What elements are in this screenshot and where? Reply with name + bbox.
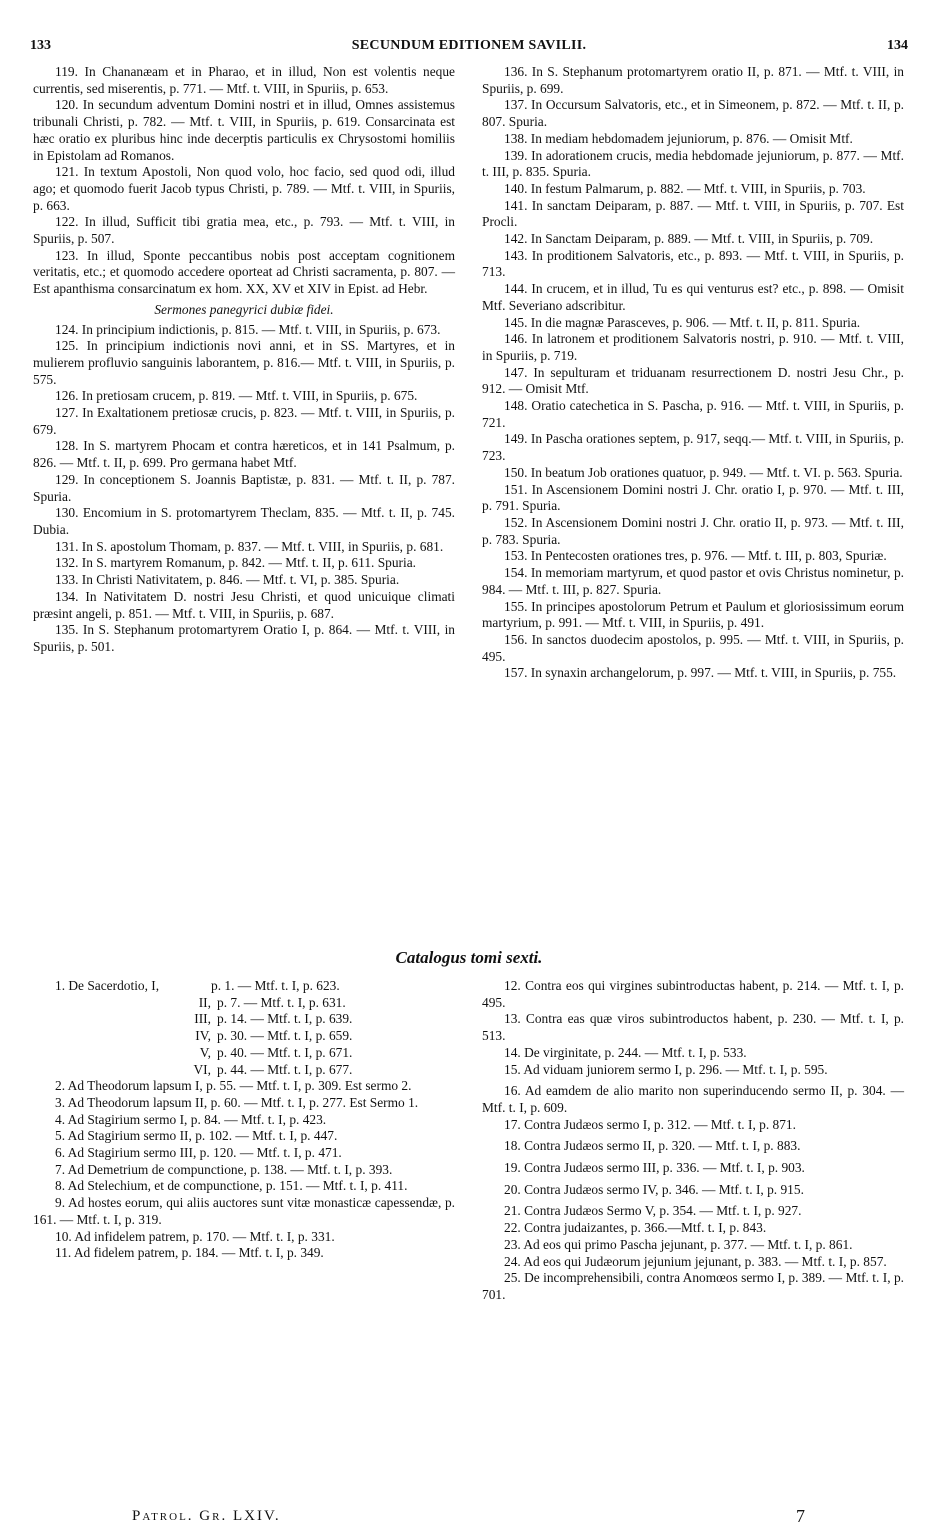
catalog-entry: 6. Ad Stagirium sermo III, p. 120. — Mtf. t. I, p. 471.: [55, 1145, 342, 1161]
catalog-entry: 132. In S. martyrem Romanum, p. 842. — Mtf. t. II, p. 611. Spuria.: [55, 555, 417, 571]
catalog-entry: 11. Ad fidelem patrem, p. 184. — Mtf. t. I, p. 349.: [55, 1245, 324, 1261]
catalog-entry: 20. Contra Judæos sermo IV, p. 346. — Mtf. t. I, p. 915.: [504, 1181, 804, 1197]
catalog-entry: 4. Ad Stagirium sermo I, p. 84. — Mtf. t. I, p. 423.: [55, 1111, 327, 1127]
catalog-entry: 145. In die magnæ Parasceves, p. 906. — Mtf. t. II, p. 811. Spuria.: [504, 314, 861, 330]
catalog-entry: 129. In conceptionem S. Joannis Baptistæ, p. 831. — Mtf. t. II, p. 787. Spuria.: [33, 471, 455, 504]
footer-signature-number: 7: [796, 1506, 805, 1526]
column-2: [482, 64, 904, 682]
catalog-entry: 154. In memoriam martyrum, et quod pastor et ovis Christus nominetur, p. 984. — Mtf. t. III, p. 827. Spuria.: [482, 565, 904, 597]
sacerdotio-row: [33, 995, 455, 1012]
catalog-entry: 136. In S. Stephanum protomartyrem oratio II, p. 871. — Mtf. t. VIII, in Spuriis, p. 699.: [482, 64, 904, 96]
catalog-entry: 25. De incomprehensibili, contra Anomœos sermo I, p. 389. — Mtf. t. I, p. 701.: [482, 1270, 904, 1302]
catalog-entry: 23. Ad eos qui primo Pascha jejunant, p. 377. — Mtf. t. I, p. 861.: [504, 1236, 853, 1252]
catalog-entry: 156. In sanctos duodecim apostolos, p. 995. — Mtf. t. VIII, in Spuriis, p. 495.: [482, 631, 904, 664]
catalog-entry: 13. Contra eas quæ viros subintroductos habent, p. 230. — Mtf. t. I, p. 513.: [482, 1011, 904, 1044]
catalog-entry: 12. Contra eos qui virgines subintroductas habent, p. 214. — Mtf. t. I, p. 495.: [482, 978, 904, 1010]
catalog-entry: 152. In Ascensionem Domini nostri J. Chr. oratio II, p. 973. — Mtf. t. III, p. 783. Spuria.: [482, 514, 904, 547]
sacerdotio-value: p. 7. — Mtf. t. I, p. 631.: [217, 994, 346, 1010]
catalog-entry: 128. In S. martyrem Phocam et contra hæreticos, et in 141 Psalmum, p. 826. — Mtf. t. II, p. 699. Pro germana habet Mtf.: [33, 438, 455, 471]
catalog-entry: 143. In proditionem Salvatoris, etc., p. 893. — Mtf. t. VIII, in Spuriis, p. 713.: [482, 247, 904, 280]
catalog-entry: 9. Ad hostes eorum, qui aliis auctores sunt vitæ monasticæ capessendæ, p. 161. — Mtf. t. I, p. 319.: [33, 1195, 455, 1227]
catalog-entry: 14. De virginitate, p. 244. — Mtf. t. I, p. 533.: [504, 1044, 747, 1060]
catalog-entry: 153. In Pentecosten orationes tres, p. 976. — Mtf. t. III, p. 803, Spuriæ.: [504, 548, 887, 564]
sacerdotio-row: [33, 1062, 455, 1079]
catalog-entry: 157. In synaxin archangelorum, p. 997. — Mtf. t. VIII, in Spuriis, p. 755.: [504, 665, 897, 681]
footer-series-label: Patrol. Gr. LXIV.: [132, 1508, 281, 1524]
catalog-entry: 127. In Exaltationem pretiosæ crucis, p. 823. — Mtf. t. VIII, in Spuriis, p. 679.: [33, 405, 455, 437]
catalog-entry: 134. In Nativitatem D. nostri Jesu Christi, et quod unicuique climati præsint angeli, p. 851. — Mtf. t. VIII, in Spuriis, p. 687.: [33, 588, 455, 621]
catalog-entry: 8. Ad Stelechium, et de compunctione, p. 151. — Mtf. t. I, p. 411.: [55, 1178, 408, 1194]
catalog-entry: 139. In adorationem crucis, media hebdomade jejuniorum, p. 877. — Mtf. t. III, p. 835. Spuria.: [482, 147, 904, 180]
sacerdotio-value: p. 14. — Mtf. t. I, p. 639.: [217, 1011, 353, 1027]
catalog-entry: 155. In principes apostolorum Petrum et Paulum et gloriosissimum eorum martyrium, p. 991. — Mtf. t. VIII, in Spuriis, p. 491.: [482, 598, 904, 631]
catalog-entry: 15. Ad viduam juniorem sermo I, p. 296. — Mtf. t. I, p. 595.: [504, 1061, 828, 1077]
catalog-entry: 149. In Pascha orationes septem, p. 917, seqq.— Mtf. t. VIII, in Spuriis, p. 723.: [482, 431, 904, 464]
sacerdotio-row: [33, 978, 455, 995]
sacerdotio-value: p. 30. — Mtf. t. I, p. 659.: [217, 1028, 353, 1044]
catalog-entry: 2. Ad Theodorum lapsum I, p. 55. — Mtf. t. I, p. 309. Est sermo 2.: [55, 1078, 412, 1094]
catalog-entry: 124. In principium indictionis, p. 815. — Mtf. t. VIII, in Spuriis, p. 673.: [55, 321, 441, 337]
sacerdotio-label: IV,: [195, 1028, 211, 1044]
column-1: [33, 64, 455, 656]
catalog-entry: 150. In beatum Job orationes quatuor, p. 949. — Mtf. t. VI. p. 563. Spuria.: [504, 464, 903, 480]
catalog-entry: 21. Contra Judæos Sermo V, p. 354. — Mtf. t. I, p. 927.: [504, 1203, 802, 1219]
catalog-entry: 121. In textum Apostoli, Non quod volo, hoc facio, sed quod odi, illud ago; et quomodo fuerit Jacob typus Christi, p. 789. — Mtf. t. VIII, in Spuriis, p. 663.: [33, 164, 455, 213]
catalog-entry: 17. Contra Judæos sermo I, p. 312. — Mtf. t. I, p. 871.: [504, 1116, 796, 1132]
catalog-entry: 131. In S. apostolum Thomam, p. 837. — Mtf. t. VIII, in Spuriis, p. 681.: [55, 538, 444, 554]
sacerdotio-label: II,: [198, 994, 211, 1010]
sacerdotio-value: p. 40. — Mtf. t. I, p. 671.: [217, 1044, 353, 1060]
catalog-entry: 18. Contra Judæos sermo II, p. 320. — Mtf. t. I, p. 883.: [504, 1138, 801, 1154]
catalog-entry: 120. In secundum adventum Domini nostri et in illud, Omnes assistemus tribunali Christi, p. 782. — Mtf. t. VIII, in Spuriis, p. 619. Consarcinata est hæc oratio ex pluribus hinc inde decerptis particulis ex Chrysostomi homiliis in Epistolam ad Romanos.: [33, 97, 455, 163]
catalog-entry: 3. Ad Theodorum lapsum II, p. 60. — Mtf. t. I, p. 277. Est Sermo 1.: [55, 1094, 419, 1110]
catalog-entry: 148. Oratio catechetica in S. Pascha, p. 916. — Mtf. t. VIII, in Spuriis, p. 721.: [482, 398, 904, 430]
catalog-entry: 138. In mediam hebdomadem jejuniorum, p. 876. — Omisit Mtf.: [504, 130, 853, 146]
catalog-entry: 7. Ad Demetrium de compunctione, p. 138. — Mtf. t. I, p. 393.: [55, 1161, 393, 1177]
column-3: [33, 978, 455, 1262]
catalog-entry: 147. In sepulturam et triduanam resurrectionem D. nostri Jesu Chr., p. 912. — Omisit Mtf.: [482, 364, 904, 397]
running-header: [30, 38, 908, 60]
sacerdotio-row: [33, 1011, 455, 1028]
catalog-entry: 22. Contra judaizantes, p. 366.—Mtf. t. I, p. 843.: [504, 1220, 767, 1236]
catalog-entry: 151. In Ascensionem Domini nostri J. Chr. oratio I, p. 970. — Mtf. t. III, p. 791. Spuria.: [482, 481, 904, 514]
sacerdotio-value: p. 44. — Mtf. t. I, p. 677.: [217, 1061, 353, 1077]
section-title: Catalogus tomi sexti.: [395, 948, 543, 967]
sacerdotio-label: III,: [194, 1011, 211, 1027]
catalog-entry: 144. In crucem, et in illud, Tu es qui venturus est? etc., p. 898. — Omisit Mtf. Severiano adscribitur.: [482, 281, 904, 313]
sacerdotio-label: 1. De Sacerdotio, I,: [55, 978, 160, 993]
catalog-entry: 126. In pretiosam crucem, p. 819. — Mtf. t. VIII, in Spuriis, p. 675.: [55, 388, 418, 404]
catalog-entry: 122. In illud, Sufficit tibi gratia mea, etc., p. 793. — Mtf. t. VIII, in Spuriis, p. 507.: [33, 214, 455, 247]
left-page-number: 133: [30, 38, 51, 53]
catalog-entry: 5. Ad Stagirium sermo II, p. 102. — Mtf. t. I, p. 447.: [55, 1128, 338, 1144]
catalog-entry: 16. Ad eamdem de alio marito non superinducendo sermo II, p. 304. — Mtf. t. I, p. 609.: [482, 1083, 904, 1115]
catalog-entry: 140. In festum Palmarum, p. 882. — Mtf. t. VIII, in Spuriis, p. 703.: [504, 180, 866, 196]
catalog-entry: 141. In sanctam Deiparam, p. 887. — Mtf. t. VIII, in Spuriis, p. 707. Est Procli.: [482, 197, 904, 230]
sacerdotio-row: [33, 1028, 455, 1045]
catalog-entry: 10. Ad infidelem patrem, p. 170. — Mtf. t. I, p. 331.: [55, 1228, 335, 1244]
catalog-entry: 137. In Occursum Salvatoris, etc., et in Simeonem, p. 872. — Mtf. t. II, p. 807. Spuria.: [482, 97, 904, 130]
catalog-entry: 135. In S. Stephanum protomartyrem Oratio I, p. 864. — Mtf. t. VIII, in Spuriis, p. 501.: [33, 622, 455, 654]
sacerdotio-label: V,: [199, 1044, 211, 1060]
sacerdotio-label: VI,: [193, 1061, 211, 1077]
catalog-entry: 119. In Chananæam et in Pharao, et in illud, Non est volentis neque currentis, sed miserentis, p. 771. — Mtf. t. VIII, in Spuriis, p. 653.: [33, 64, 455, 96]
sacerdotio-value: p. 1. — Mtf. t. I, p. 623.: [211, 978, 340, 993]
sacerdotio-row: [33, 1045, 455, 1062]
catalog-entry: 125. In principium indictionis novi anni, et in SS. Martyres, et in mulierem profluvio sanguinis laborantem, p. 816.— Mtf. t. VIII, in Spuriis, p. 575.: [33, 338, 455, 387]
catalog-entry: 24. Ad eos qui Judæorum jejunium jejunant, p. 383. — Mtf. t. I, p. 857.: [504, 1253, 887, 1269]
column-4: [482, 978, 904, 1304]
right-page-number: 134: [887, 38, 908, 53]
catalog-entry: 142. In Sanctam Deiparam, p. 889. — Mtf. t. VIII, in Spuriis, p. 709.: [504, 231, 874, 247]
section-subheading: Sermones panegyrici dubiæ fidei.: [154, 301, 334, 317]
catalog-entry: 130. Encomium in S. protomartyrem Theclam, 835. — Mtf. t. II, p. 745. Dubia.: [33, 505, 455, 537]
catalog-entry: 19. Contra Judæos sermo III, p. 336. — Mtf. t. I, p. 903.: [504, 1160, 805, 1176]
running-title: SECUNDUM EDITIONEM SAVILII.: [351, 38, 587, 53]
catalog-entry: 146. In latronem et proditionem Salvatoris nostri, p. 910. — Mtf. t. VIII, in Spuriis, p. 719.: [482, 331, 904, 363]
catalog-entry: 123. In illud, Sponte peccantibus nobis post acceptam cognitionem veritatis, etc.; et quomodo accedere oporteat ad Christi sacramenta, p. 807. — Est apanthisma consarcinatum ex hom. XX, XV et XIV in Epist. ad Hebr.: [33, 247, 455, 297]
catalog-entry: 133. In Christi Nativitatem, p. 846. — Mtf. t. VI, p. 385. Spuria.: [55, 572, 400, 588]
